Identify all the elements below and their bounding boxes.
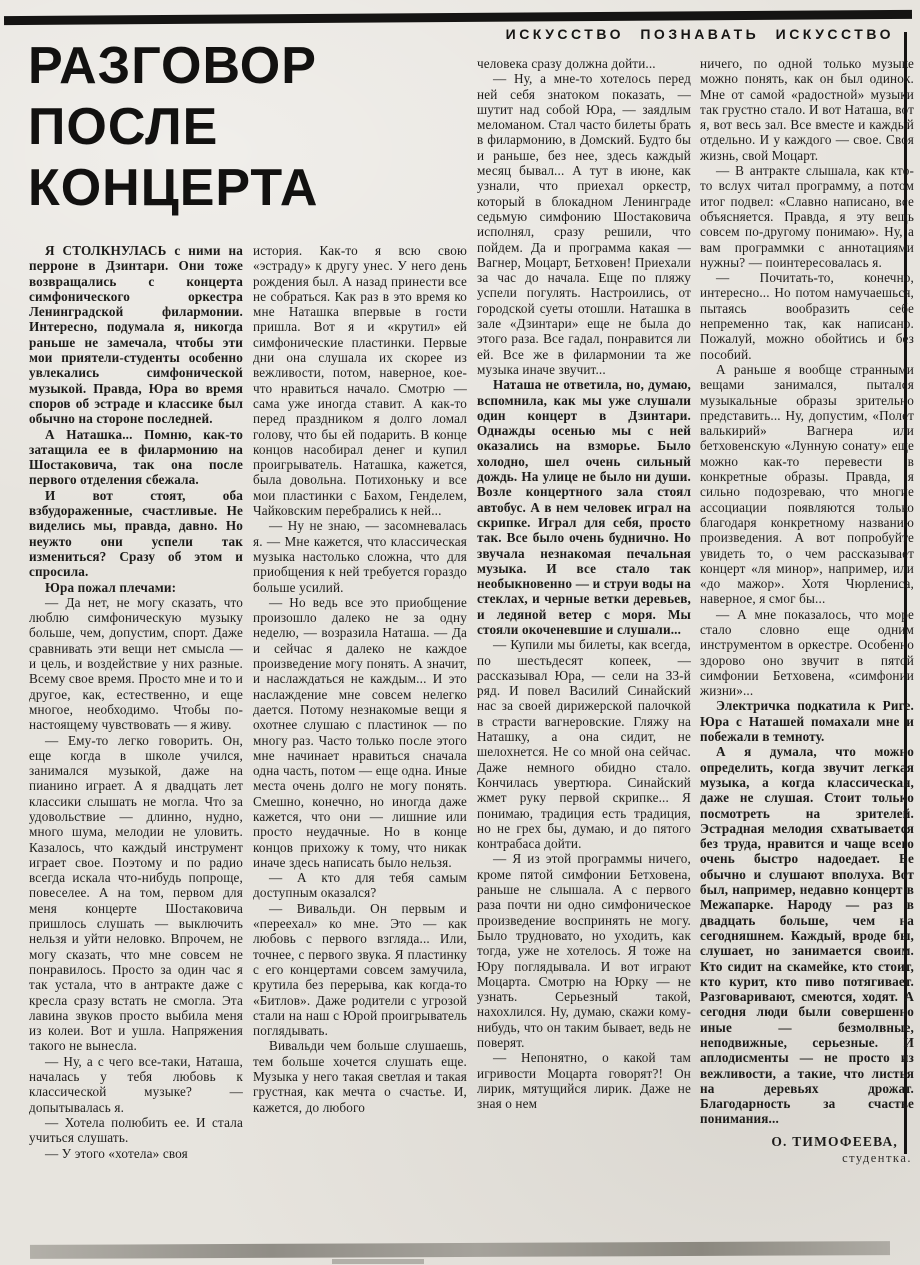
article-paragraph: — Ему-то легко говорить. Он, еще когда в школе учился, занимался музыкой, даже на пианино играет. А я двадцать лет классики слышать не могла. Что за удовольствие — длинно, нудно, много шума, мелодии не уловить. Казалось, что каждый инструмент играет свое. Поэтому и по радио всегда искала что-нибудь попроще, повеселее. А на том, первом для меня концерте Шостаковича пришлось слушать — выключить нельзя и уйти неловко. Впрочем, не могу сказать, что мне совсем не понравилось. Просто за один час я так устала, что в антракте даже с кресла сразу встать не смогла. Эта лавина звуков просто выбила меня из колеи. Вот и ушла. Напряжения такого не вынесла. bbox=[29, 732, 243, 1054]
article-paragraph: — Да нет, не могу сказать, что люблю симфоническую музыку больше, чем, допустим, спорт. Даже сравнивать эти вещи нет смысла — и цель, и воздействие у них разные. Всему свое время. Просто мне и то и другое, как, естественно, и еще многое, необходимо. Чтобы по-настоящему чувствовать — я живу. bbox=[29, 594, 243, 733]
article-paragraph: история. Как-то я всю свою «эстраду» к другу унес. У него день рождения был. А назад принести все не собраться. Как раз в это время ко мне Наташка впервые в гости пришла. Вот я и «крутил» ей симфонические пластинки. Первые дни она слушала их скорее из вежливости, потом, наверное, кое-что нравиться начало. Смотрю — сама уже иногда ставит. А как-то перед праздником я долго ломал голову, что бы ей подарить. В конце концов насобирал денег и купил проигрыватель. Наташка, кажется, была довольна. Потихоньку и все мои пластинки с Бахом, Генделем, Чайковским перебрались к ней... bbox=[253, 243, 467, 519]
article-paragraph: Я СТОЛКНУЛАСЬ с ними на перроне в Дзинтари. Они тоже возвращались с концерта симфонического оркестра Ленинградской филармонии. Интересно, подумала я, никогда раньше не замечала, чтобы эти мои приятели-студенты особенно увлекались симфонической музыкой. Правда, Юра во время споров об эстраде и классике был обычно на стороне последней. bbox=[29, 243, 243, 427]
article-column-2 bbox=[253, 243, 467, 1225]
bottom-separator-bar bbox=[30, 1241, 890, 1259]
bottom-small-mark bbox=[332, 1259, 424, 1264]
top-horizontal-rule bbox=[4, 10, 912, 25]
article-paragraph: — Ну, а с чего все-таки, Наташа, началась у тебя любовь к классической музыке? — допытывалась я. bbox=[29, 1053, 243, 1115]
article-paragraph: Наташа не ответила, но, думаю, вспомнила, как мы уже слушали один концерт в Дзинтари. Однажды осенью мы с ней оказались на взморье. Было холодно, шел очень сильный дождь. На улице не было ни души. Возле концертного зала стоял автобус. А в нем человек играл на скрипке. Играл для себя, просто так. Все было очень буднично. Но звучала незнакомая печальная музыка. И все стало так необыкновенно — и струи воды на стеклах, и черные ветки деревьев, и ледяной ветер с моря. Мы стояли окоченевшие и слушали... bbox=[477, 377, 691, 637]
byline-author: О. ТИМОФЕЕВА, bbox=[771, 1133, 898, 1149]
article-paragraph: — Ну, а мне-то хотелось перед ней себя знатоком показать, — шутит над собой Юра, — заядлым меломаном. Стал часто билеты брать в филармонию, в Домский. Будто бы и раньше, без нее, здесь каждый месяц бывал... А тут в июне, как узнали, что приехал оркестр, который в блокадном Ленинграде седьмую симфонию Шостаковича исполнял, сразу решили, что пойдем. Да и программа какая — Вагнер, Моцарт, Бетховен! Приехали за час до начала. Еще по пляжу успели погулять. Настроились, от городской суеты отошли. Наташка в зале «Дзинтари» еще не была до этого раза. Все гадал, понравится ли ей. Все же в филармонии та же музыка иначе звучит... bbox=[477, 71, 691, 377]
byline bbox=[700, 1134, 914, 1167]
article-paragraph: А раньше я вообще странными вещами занимался, пытался музыкальные образы зрительно представить... Ну, допустим, «Полет валькирий» Вагнера или бетховенскую «Лунную сонату» еще можно как-то перевести в конкретные образы. Правда, я сильно подозреваю, что многие ассоциации появляются только благодаря конкретному названию произведения. А вот попробуйте увидеть то, о чем рассказывает концерт «ля минор», например, или «до мажор». Хотя Чюрлениса, наверное, я смог бы... bbox=[700, 361, 914, 607]
article-headline bbox=[28, 36, 468, 219]
article-paragraph: — Непонятно, о какой там игривости Моцарта говорят?! Он лирик, мятущийся лирик. Даже не зная о нем bbox=[477, 1050, 691, 1112]
column-2-text bbox=[253, 243, 467, 1115]
column-1-text bbox=[29, 243, 243, 1161]
headline-line-1: РАЗГОВОР bbox=[28, 37, 317, 95]
article-paragraph: Вивальди чем больше слушаешь, тем больше хочется слушать еще. Музыка у него такая светлая и такая грустная, как мечта о счастье. И, кажется, до любого bbox=[253, 1038, 467, 1115]
article-paragraph: — Но ведь все это приобщение произошло далеко не за одну неделю, — возразила Наташа. — Да и сейчас я далеко не каждое произведение могу понять. А значит, и наслаждаться не каждым... И это наслаждение мне совсем нелегко дается. Потому незнакомые вещи я охотнее слушаю с пластинок — по многу раз. Часто только после этого мне начинает нравиться сначала одна часть, потом — еще одна. Иные места очень долго не могу понять. Смешно, конечно, но иногда даже кажется, что они — лишние или просто неудачные. Но в конце концов прихожу к тому, что никак иначе здесь написать было нельзя. bbox=[253, 594, 467, 870]
article-paragraph: — Хотела полюбить ее. И стала учиться слушать. bbox=[29, 1114, 243, 1146]
article-paragraph: — Вивальди. Он первым и «переехал» ко мне. Это — как любовь с первого взгляда... Или, точнее, с первого звука. Я пластинку с его концертами совсем замучила, крутила без перерыва, как когда-то «Битлов». Даже родители с угрозой стали на наш с Юрой проигрыватель поглядывать. bbox=[253, 900, 467, 1039]
article-paragraph: — Я из этой программы ничего, кроме пятой симфонии Бетховена, раньше не слышала. А с первого раза почти ни одно симфоническое произведение воспринять не могу. Было трудновато, но уходить, как тогда, уже не хотелось. Я тоже на Юру поглядывала. И вот играют Моцарта. Смотрю на Юрку — не узнать. Серьезный такой, нахохлился. Ну, думаю, скажи кому-нибудь, что он таким бывает, ведь не поверят. bbox=[477, 851, 691, 1050]
article-paragraph: ничего, по одной только музыке можно понять, как он был одинок. Мне от самой «радостной» музыки так грустно стало. И вот Наташа, вот я, вот весь зал. Все вместе и каждый отдельно. И у каждого — свое. Своя жизнь, свой Моцарт. bbox=[700, 56, 914, 163]
article-column-3 bbox=[477, 56, 691, 1224]
article-paragraph: Электричка подкатила к Риге. Юра с Наташей помахали мне и побежали в темноту. bbox=[700, 698, 914, 745]
column-3-text bbox=[477, 56, 691, 1111]
article-paragraph: А я думала, что можно определить, когда звучит легкая музыка, а когда классическая, даже не слушая. Стоит только посмотреть на зрителей. Эстрадная мелодия схватывается без труда, нравится и чаще всего очень быстро надоедает. Ее обычно и слушают вполуха. Вот был, например, недавно концерт в Межапарке. Народу — раз в двадцать больше, чем на сегодняшнем. Каждый, вроде бы, слушает, но занимается своим. Кто сидит на скамейке, кто стоит, кто курит, кто пиво потягивает. Разговаривают, смеются, ходят. А сегодня люди были совершенно иные — безмолвные, неподвижные, серьезные. И аплодисменты — не просто из вежливости, а такие, что листья на деревьях дрожат. Благодарность за счастье понимания... bbox=[700, 744, 914, 1127]
article-paragraph: — У этого «хотела» своя bbox=[45, 1145, 188, 1161]
article-paragraph: человека сразу должна дойти... bbox=[477, 56, 656, 71]
article-paragraph: — Ну не знаю, — засомневалась я. — Мне кажется, что классическая музыка настолько сложна, что для приобщения к ней требуется гораздо больше усилий. bbox=[253, 518, 467, 595]
article-paragraph: — В антракте слышала, как кто-то вслух читал программу, а потом итог подвел: «Славно написано, все объясняется. Правда, я эту вещь совсем по-другому понимаю». Ну, а вам программки с аннотациями нужны? — поинтересовалась я. bbox=[700, 163, 914, 270]
article-column-4 bbox=[700, 56, 914, 1224]
article-paragraph: Юра пожал плечами: bbox=[45, 579, 177, 595]
article-paragraph: — А мне показалось, что море стало словно еще одним инструментом в оркестре. Особенно здорово оно звучит в пятой симфонии Бетховена, «симфонии жизни»... bbox=[700, 606, 914, 699]
headline-line-2: ПОСЛЕ bbox=[28, 98, 219, 156]
byline-role: студентка. bbox=[842, 1151, 912, 1166]
article-column-1 bbox=[29, 243, 243, 1225]
column-4-text bbox=[700, 56, 914, 1127]
article-paragraph: И вот стоят, оба взбудораженные, счастливые. Не виделись мы, правда, давно. Но неужто они успели так измениться? Сразу об этом и спросила. bbox=[29, 487, 243, 580]
article-paragraph: — Почитать-то, конечно, интересно... Но потом намучаешься, пытаясь вообразить себе непременно так, как написано. Пожалуй, можно обойтись и без пособий. bbox=[700, 270, 914, 362]
article-paragraph: А Наташка... Помню, как-то затащила ее в филармонию на Шостаковича, так она после первого отделения сбежала. bbox=[29, 426, 243, 488]
section-kicker: ИСКУССТВО ПОЗНАВАТЬ ИСКУССТВО bbox=[505, 26, 894, 42]
article-paragraph: — Купили мы билеты, как всегда, по шестьдесят копеек, — рассказывал Юра, — сели на 33-й ряд. И повел Василий Синайский нас за своей дирижерской палочкой в страсти вагнеровские. Гляжу на Наташку, а она сидит, не шелохнется. Не со мной она сейчас. Даже немного обидно стало. Кончилась увертюра. Синайский жмет руку первой скрипке... Я понимаю, традиция есть традиция, но не грех бы, думаю, и до пятого контрабаса дойти. bbox=[477, 637, 691, 852]
headline-line-3: КОНЦЕРТА bbox=[28, 159, 319, 217]
article-paragraph: — А кто для тебя самым доступным оказался? bbox=[253, 870, 467, 901]
